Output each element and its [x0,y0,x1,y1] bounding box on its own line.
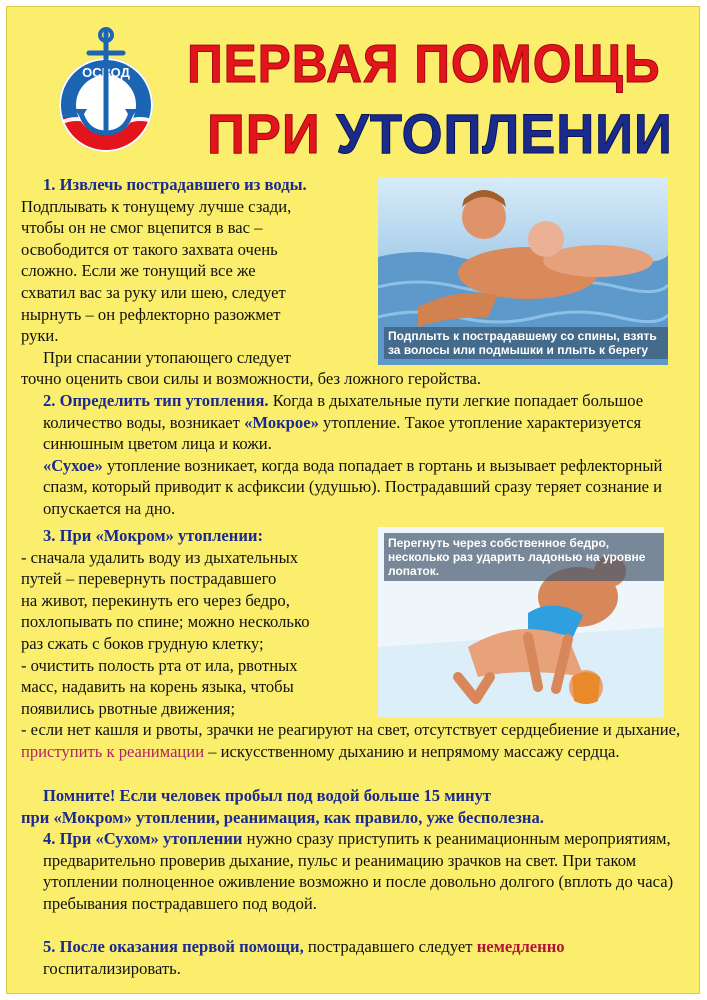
section-2-text: Когда в дыхательные пути легкие попадает большое количество воды, возникает [43,391,644,432]
urgent-word: немедленно [476,937,565,956]
section-3-line: - сначала удалить воду из дыхательных [21,547,299,567]
title-line-2 [207,101,673,166]
section-1-line: руки. [21,326,59,346]
dry-drowning-term: «Сухое» [43,455,103,475]
section-3-line: путей – перевернуть пострадавшего [21,569,277,589]
rescue-illustration [378,177,668,365]
section-1-line: точно оценить свои силы и возможности, без ложного геройства. [21,369,481,389]
warning-line-2: при «Мокром» утоплении, реанимация, как правило, уже бесполезна. [21,807,544,827]
section-2 [21,390,693,520]
section-1-line: чтобы он не смог вцепится в вас – [21,218,263,238]
logo-text: ОСВОД [82,65,130,80]
section-3-line: - очистить полость рта от ила, рвотных [21,655,298,675]
section-5 [21,936,693,979]
section-4-heading: 4. При «Сухом» утоплении [43,829,243,848]
section-3-line: на живот, перекинуть его через бедро, [21,590,290,610]
section-3-text: – искусственному дыханию и непрямому массажу сердца. [204,741,620,761]
section-2-heading: 2. Определить тип утопления. [43,391,269,410]
wet-drowning-term: «Мокрое» [244,412,319,432]
section-5-text: пострадавшего следует [303,937,477,956]
section-1-line: схватил вас за руку или шею, следует [21,282,286,302]
section-1-line: освободится от такого захвата очень [21,239,278,259]
section-3-line: похлопывать по спине; можно несколько [21,612,310,632]
osvod-logo [47,25,165,153]
title-line-1: ПЕРВАЯ ПОМОЩЬ [187,34,661,94]
section-4-text: нужно сразу приступить к реанимационным мероприятиям, предварительно проверив дыхание, пульс и реанимацию зрачков на свет. При таком утоплении полноценное оживление возможно и после довольно долгого (вплоть до часа) пребывания пострадавшего под водой. [43,829,674,913]
image-2-caption: Перегнуть через собственное бедро, несколько раз ударить ладонью на уровне лопаток. [384,533,664,581]
section-2-text: утопление. Такое утопление характеризуется синюшным цветом лица и кожи. [43,412,642,454]
resuscitation-phrase: приступить к реанимации [21,741,205,761]
section-3-text: - если нет кашля и рвоты, зрачки не реагируют на свет, отсутствует сердцебиение и дыхание, [21,720,681,740]
warning-block [21,785,693,828]
section-3-line: появились рвотные движения; [21,698,236,718]
water-removal-illustration [378,527,664,717]
section-1-line: Подплывать к тонущему лучше сзади, [21,196,292,216]
section-3-line: масс, надавить на корень языка, чтобы [21,677,294,697]
section-1-line: сложно. Если же тонущий все же [21,261,256,281]
section-4 [21,828,693,914]
section-3-line: раз сжать с боков грудную клетку; [21,633,264,653]
image-1-caption: Подплыть к пострадавшему со спины, взять за волосы или подмышки и плыть к берегу [384,327,668,359]
warning-line-1: Помните! Если человек пробыл под водой больше 15 минут [43,786,492,805]
section-2-text: утопление возникает, когда вода попадает в гортань и вызывает рефлекторный спазм, который приводит к асфиксии (удушью). Пострадавший сразу теряет сознание и опускается на дно. [43,455,663,518]
section-3-heading: 3. При «Мокром» утоплении: [43,526,263,545]
title-word-pri: ПРИ [207,102,321,165]
section-5-heading: 5. После оказания первой помощи, [43,937,304,956]
section-1-line: нырнуть – он рефлекторно разожмет [21,304,281,324]
section-1-line: При спасании утопающего следует [43,347,291,367]
title-word-drowning: УТОПЛЕНИИ [336,102,673,165]
section-1-heading: 1. Извлечь пострадавшего из воды. [43,175,307,194]
section-5-text: госпитализировать. [43,958,181,978]
poster [6,6,700,994]
